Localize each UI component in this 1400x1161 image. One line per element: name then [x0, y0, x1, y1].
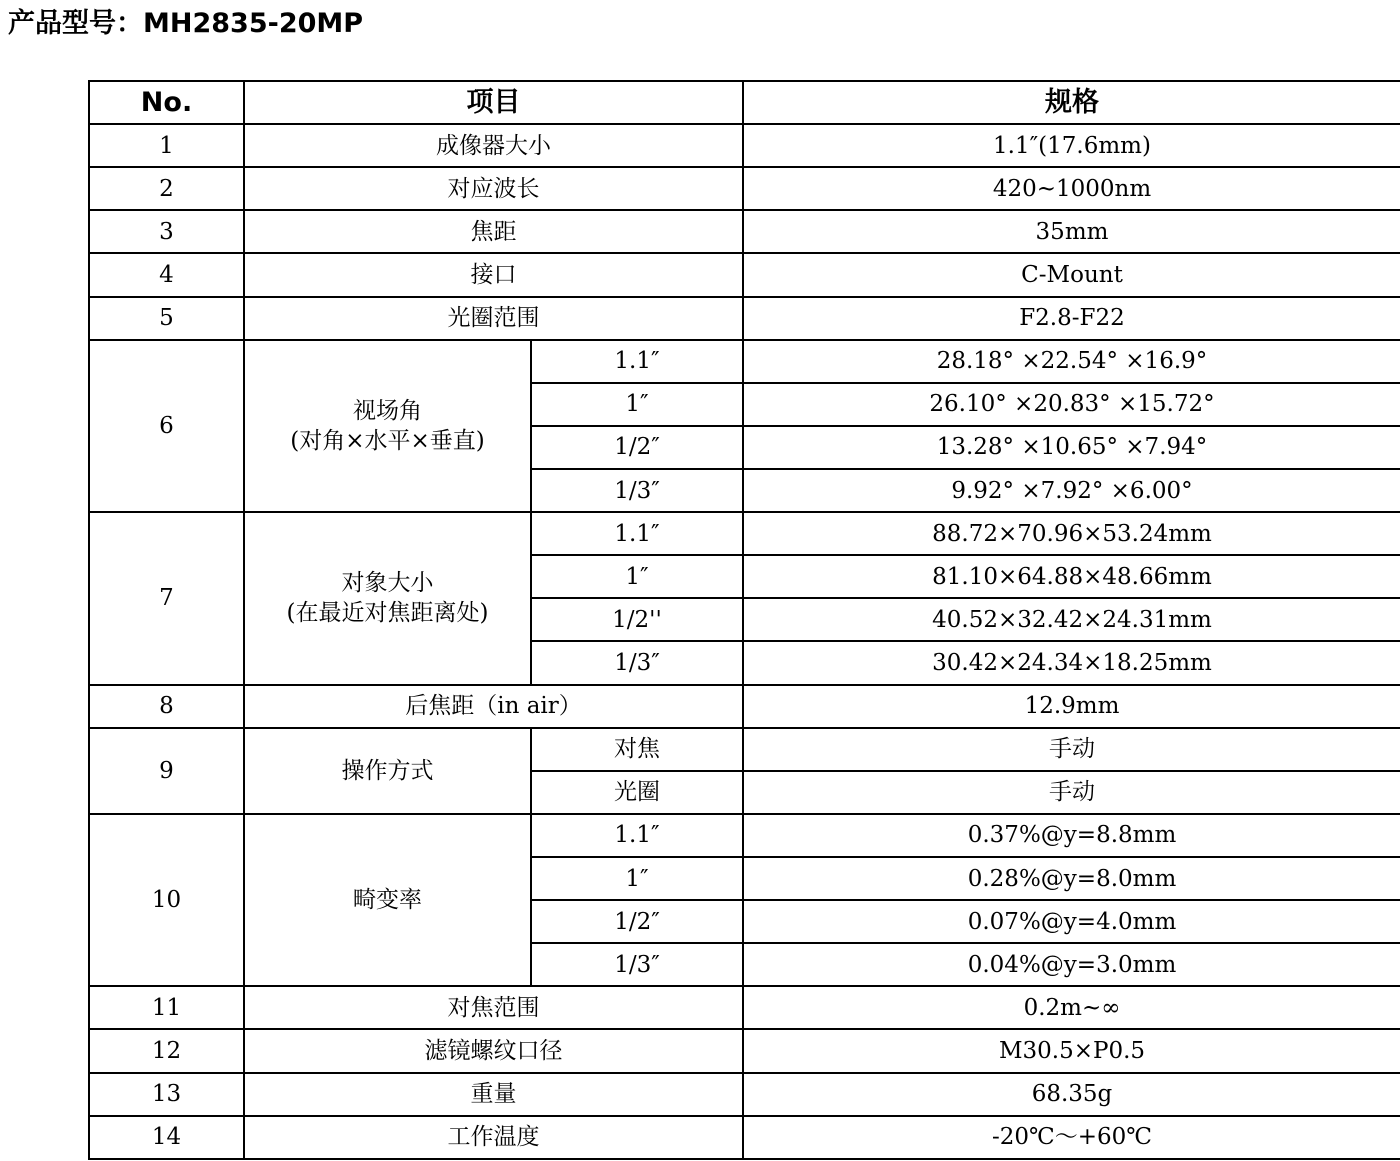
- row-sub-label: 1/2″: [531, 426, 743, 469]
- document-title: 产品型号：MH2835-20MP: [8, 8, 364, 39]
- row-spec: 30.42×24.34×18.25mm: [743, 641, 1400, 684]
- row-spec: 88.72×70.96×53.24mm: [743, 512, 1400, 555]
- row-spec: 81.10×64.88×48.66mm: [743, 555, 1400, 598]
- row-item: 对焦范围: [244, 986, 743, 1029]
- table-header-row: [89, 81, 1400, 124]
- table-row: [89, 685, 1400, 728]
- row-spec: 手动: [743, 771, 1400, 814]
- row-no: 5: [89, 297, 244, 340]
- row-spec: 0.04%@y=3.0mm: [743, 943, 1400, 986]
- row-item: 光圈范围: [244, 297, 743, 340]
- row-no: 3: [89, 210, 244, 253]
- row-no: 11: [89, 986, 244, 1029]
- row-item: 滤镜螺纹口径: [244, 1029, 743, 1072]
- row-no: 8: [89, 685, 244, 728]
- row-spec: 0.2m~∞: [743, 986, 1400, 1029]
- row-spec: M30.5×P0.5: [743, 1029, 1400, 1072]
- row-item: 畸变率: [244, 814, 531, 986]
- header-spec: 规格: [743, 81, 1400, 124]
- row-sub-label: 1″: [531, 555, 743, 598]
- row-sub-label: 1″: [531, 383, 743, 426]
- row-item: 工作温度: [244, 1116, 743, 1159]
- row-sub-label: 光圈: [531, 771, 743, 814]
- table-row: [89, 1073, 1400, 1116]
- row-sub-label: 1/3″: [531, 641, 743, 684]
- row-spec: 28.18° ×22.54° ×16.9°: [743, 340, 1400, 383]
- row-spec: 420~1000nm: [743, 167, 1400, 210]
- row-item: 重量: [244, 1073, 743, 1116]
- table-row: [89, 253, 1400, 296]
- row-spec: 0.07%@y=4.0mm: [743, 900, 1400, 943]
- row-no: 13: [89, 1073, 244, 1116]
- row-no: 9: [89, 728, 244, 814]
- row-sub-label: 1/3″: [531, 469, 743, 512]
- row-sub-label: 1/2'': [531, 598, 743, 641]
- table-row: [89, 167, 1400, 210]
- row-spec: F2.8-F22: [743, 297, 1400, 340]
- spec-table: [88, 80, 1400, 1160]
- row-spec: C-Mount: [743, 253, 1400, 296]
- row-spec: 68.35g: [743, 1073, 1400, 1116]
- table-row: [89, 340, 1400, 383]
- row-item: 成像器大小: [244, 124, 743, 167]
- row-spec: 40.52×32.42×24.31mm: [743, 598, 1400, 641]
- header-item: 项目: [244, 81, 743, 124]
- row-no: 12: [89, 1029, 244, 1072]
- table-row: [89, 728, 1400, 771]
- row-spec: 手动: [743, 728, 1400, 771]
- row-item: 操作方式: [244, 728, 531, 814]
- table-row: [89, 986, 1400, 1029]
- table-row: [89, 1116, 1400, 1159]
- row-no: 4: [89, 253, 244, 296]
- header-no: No.: [89, 81, 244, 124]
- row-no: 14: [89, 1116, 244, 1159]
- row-no: 2: [89, 167, 244, 210]
- row-item: [244, 512, 531, 684]
- row-no: 6: [89, 340, 244, 512]
- row-item-line: (对角×水平×垂直): [290, 427, 485, 454]
- row-item: 焦距: [244, 210, 743, 253]
- row-spec: 26.10° ×20.83° ×15.72°: [743, 383, 1400, 426]
- row-item-line: 对象大小: [341, 570, 434, 597]
- row-sub-label: 1.1″: [531, 814, 743, 857]
- table-row: [89, 124, 1400, 167]
- row-no: 7: [89, 512, 244, 684]
- row-no: 10: [89, 814, 244, 986]
- table-row: [89, 297, 1400, 340]
- row-no: 1: [89, 124, 244, 167]
- row-item: 对应波长: [244, 167, 743, 210]
- row-item: 接口: [244, 253, 743, 296]
- row-item: [244, 340, 531, 512]
- row-spec: 35mm: [743, 210, 1400, 253]
- row-sub-label: 1″: [531, 857, 743, 900]
- table-row: [89, 512, 1400, 555]
- table-row: [89, 210, 1400, 253]
- row-sub-label: 1/2″: [531, 900, 743, 943]
- row-spec: -20℃～+60℃: [743, 1116, 1400, 1159]
- row-spec: 0.37%@y=8.8mm: [743, 814, 1400, 857]
- row-sub-label: 1/3″: [531, 943, 743, 986]
- row-sub-label: 对焦: [531, 728, 743, 771]
- row-sub-label: 1.1″: [531, 512, 743, 555]
- row-item-line: 视场角: [353, 397, 422, 424]
- table-row: [89, 814, 1400, 857]
- row-spec: 1.1″(17.6mm): [743, 124, 1400, 167]
- row-item-line: (在最近对焦距离处): [286, 600, 489, 627]
- table-row: [89, 1029, 1400, 1072]
- row-spec: 12.9mm: [743, 685, 1400, 728]
- row-spec: 9.92° ×7.92° ×6.00°: [743, 469, 1400, 512]
- row-spec: 0.28%@y=8.0mm: [743, 857, 1400, 900]
- row-item: 后焦距（in air）: [244, 685, 743, 728]
- row-sub-label: 1.1″: [531, 340, 743, 383]
- row-spec: 13.28° ×10.65° ×7.94°: [743, 426, 1400, 469]
